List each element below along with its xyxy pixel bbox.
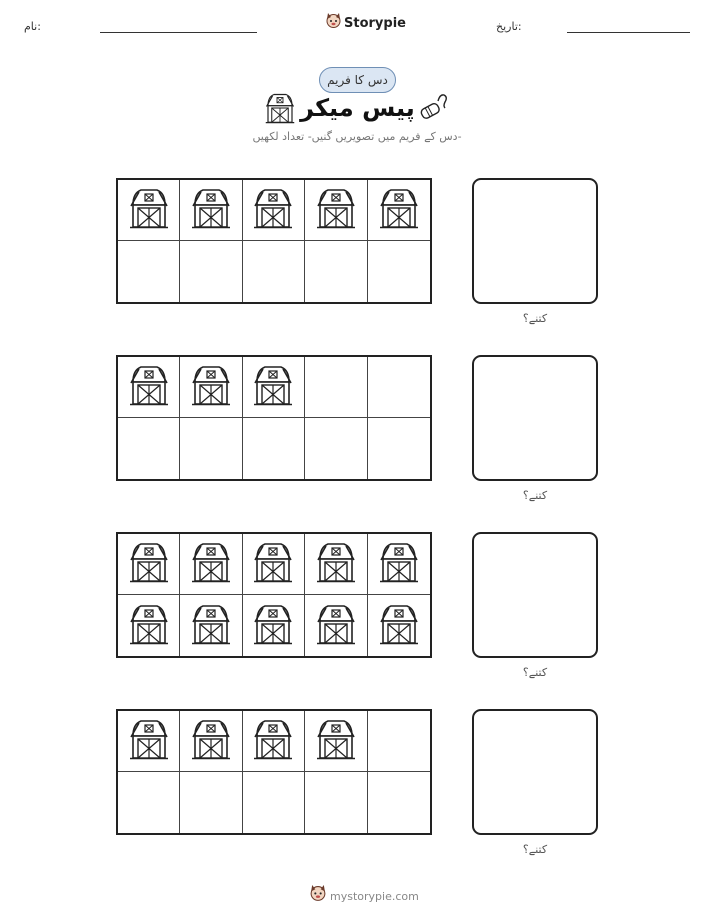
footer [310, 885, 419, 907]
ten-frame-cell [243, 241, 305, 302]
ten-frame-cell [305, 711, 367, 772]
ten-frame-cell [180, 534, 242, 595]
ten-frame-cell [180, 357, 242, 418]
ten-frame [116, 532, 432, 658]
ten-frame-badge: دس کا فریم [319, 67, 396, 93]
ten-frame-cell [243, 772, 305, 833]
ten-frame-cell [180, 180, 242, 241]
barn-icon [253, 541, 293, 587]
brand-logo [326, 13, 406, 34]
storypie-mascot-icon [326, 13, 341, 34]
barn-icon [129, 718, 169, 764]
ten-frame-cell [118, 418, 180, 479]
ten-frame-cell [118, 711, 180, 772]
barn-icon [316, 187, 356, 233]
ten-frame-cell [118, 772, 180, 833]
ten-frame-cell [180, 711, 242, 772]
barn-icon [191, 364, 231, 410]
barn-icon [265, 92, 295, 128]
barn-icon [316, 603, 356, 649]
ten-frame-cell [118, 534, 180, 595]
ten-frame-cell [368, 772, 430, 833]
barn-icon [379, 187, 419, 233]
ten-frame-cell [118, 357, 180, 418]
ten-frame-cell [368, 711, 430, 772]
ten-frame [116, 355, 432, 481]
answer-box[interactable] [472, 709, 598, 835]
ten-frame-cell [243, 357, 305, 418]
barn-icon [316, 718, 356, 764]
barn-icon [129, 364, 169, 410]
ten-frame-cell [243, 418, 305, 479]
ten-frame-cell [118, 595, 180, 656]
barn-icon [129, 603, 169, 649]
ten-frame-cell [243, 595, 305, 656]
ten-frame-cell [368, 595, 430, 656]
ten-frame-cell [368, 534, 430, 595]
brand-name: Storypie [344, 16, 406, 31]
barn-icon [253, 364, 293, 410]
barn-icon [253, 718, 293, 764]
answer-box[interactable] [472, 178, 598, 304]
name-line[interactable] [100, 32, 257, 33]
barn-icon [379, 603, 419, 649]
how-many-label: کتنے؟ [522, 489, 548, 502]
date-line[interactable] [567, 32, 690, 33]
ten-frame-cell [368, 357, 430, 418]
barn-icon [191, 541, 231, 587]
ten-frame-cell [305, 772, 367, 833]
barn-icon [191, 603, 231, 649]
pacemaker-icon [418, 92, 450, 126]
page-title: پیس میکر [300, 94, 415, 122]
ten-frame-cell [305, 595, 367, 656]
barn-icon [316, 541, 356, 587]
ten-frame-cell [243, 180, 305, 241]
ten-frame-cell [305, 418, 367, 479]
how-many-label: کتنے؟ [522, 312, 548, 325]
ten-frame-cell [305, 534, 367, 595]
barn-icon [191, 718, 231, 764]
ten-frame-cell [180, 595, 242, 656]
ten-frame-cell [180, 418, 242, 479]
ten-frame-cell [118, 241, 180, 302]
barn-icon [129, 187, 169, 233]
how-many-label: کتنے؟ [522, 666, 548, 679]
ten-frame-cell [180, 241, 242, 302]
ten-frame [116, 178, 432, 304]
instructions: دس کے فریم میں تصویریں گنیں- تعداد لکھیں- [252, 130, 462, 143]
ten-frame-cell [180, 772, 242, 833]
ten-frame-cell [243, 534, 305, 595]
name-label: نام: [24, 20, 41, 33]
how-many-label: کتنے؟ [522, 843, 548, 856]
date-label: تاریخ: [496, 20, 522, 33]
barn-icon [253, 603, 293, 649]
footer-url[interactable]: mystorypie.com [330, 889, 419, 903]
answer-box[interactable] [472, 532, 598, 658]
answer-box[interactable] [472, 355, 598, 481]
ten-frame-cell [305, 241, 367, 302]
ten-frame-cell [305, 180, 367, 241]
ten-frame-cell [243, 711, 305, 772]
ten-frame-cell [368, 418, 430, 479]
ten-frame-cell [305, 357, 367, 418]
barn-icon [379, 541, 419, 587]
ten-frame [116, 709, 432, 835]
storypie-mascot-icon [310, 885, 326, 907]
barn-icon [129, 541, 169, 587]
barn-icon [191, 187, 231, 233]
ten-frame-cell [118, 180, 180, 241]
ten-frame-cell [368, 180, 430, 241]
barn-icon [253, 187, 293, 233]
ten-frame-cell [368, 241, 430, 302]
